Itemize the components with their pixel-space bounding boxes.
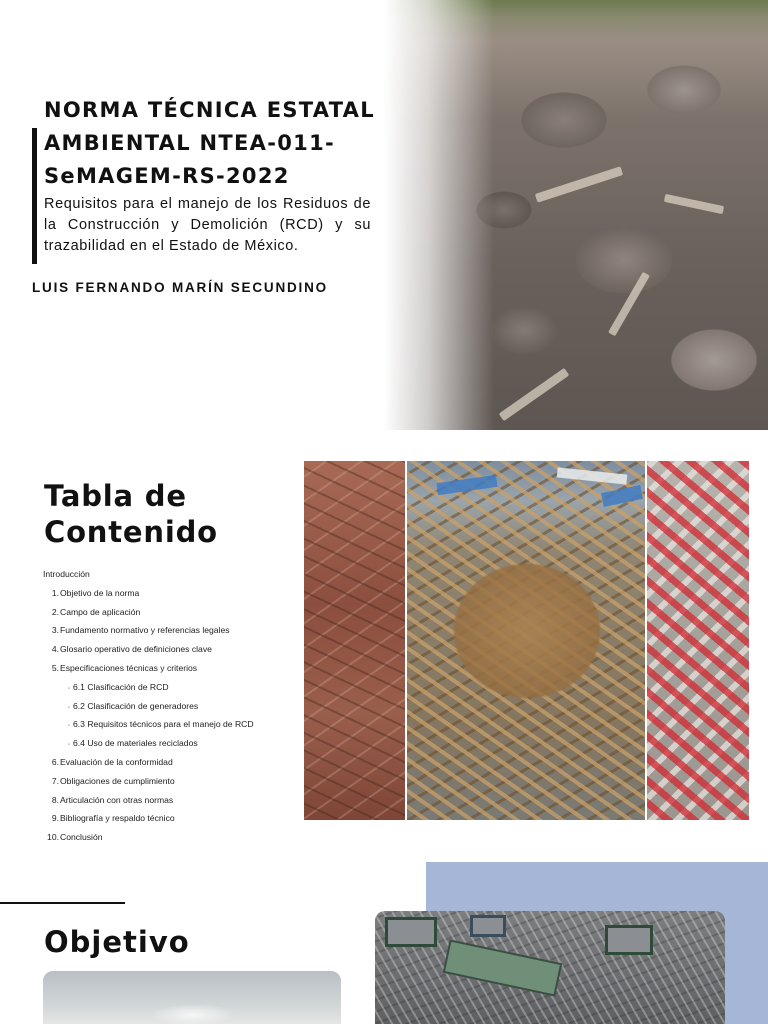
toc-item-label: Introducción [43,569,90,579]
toc-item-number: 6. [51,756,59,767]
section-divider [0,902,125,904]
toc-item-label: Conclusión [60,832,103,843]
toc-item-label: 6.1 Clasificación de RCD [73,681,169,692]
photo-recycling-yard-aerial [375,911,725,1024]
toc-item-number: 10. [47,832,59,843]
document-subtitle: Requisitos para el manejo de los Residuos de la Construcción y Demolición (RCD) y su trazabilidad en el Estado de México. [44,196,371,254]
toc-list [43,568,293,850]
cover-photo-construction-debris [384,0,768,430]
toc-item[interactable] [43,756,293,775]
author-name: LUIS FERNANDO MARÍN SECUNDINO [32,280,328,295]
toc-item-number: 4. [51,644,59,655]
toc-item[interactable] [43,737,293,756]
toc-item[interactable] [43,812,293,831]
toc-item[interactable] [43,662,293,681]
title-accent-bar [32,128,37,264]
objective-heading: Objetivo [44,925,190,959]
toc-item-label: 6.2 Clasificación de generadores [73,700,199,711]
toc-item-number: ◦ [67,704,70,711]
photo-brick-rubble [304,461,405,820]
toc-item-label: Articulación con otras normas [60,794,174,805]
photo-cement-bags [647,461,749,820]
toc-item-number: ◦ [67,685,70,692]
toc-item-label: Glosario operativo de definiciones clave [60,644,212,655]
toc-item[interactable] [43,775,293,794]
toc-item[interactable] [43,700,293,719]
toc-item-label: Objetivo de la norma [60,587,140,598]
toc-item-label: Fundamento normativo y referencias legales [60,625,230,636]
toc-item-number: ◦ [67,723,70,730]
toc-item-number: 8. [51,794,59,805]
toc-heading: Tabla de Contenido [44,479,218,549]
photo-wood-pallet-pile [407,461,645,820]
document-title: NORMA TÉCNICA ESTATAL AMBIENTAL NTEA-011-SeMAGEM-RS-2022 [44,98,375,188]
toc-item-number: 3. [51,625,59,636]
toc-item-number: ◦ [67,742,70,749]
toc-item-label: Obligaciones de cumplimiento [60,775,175,786]
toc-item-number: 5. [51,662,59,673]
toc-item-number: 9. [51,813,59,824]
toc-item-number: 7. [51,775,59,786]
toc-item[interactable] [43,643,293,662]
toc-item-label: Campo de aplicación [60,606,141,617]
toc-item[interactable] [43,831,293,850]
toc-item-label: 6.3 Requisitos técnicos para el manejo de RCD [73,719,254,730]
toc-item[interactable] [43,718,293,737]
photo-sky-landscape [43,971,341,1024]
toc-item-label: 6.4 Uso de materiales reciclados [73,738,198,749]
toc-item-number: 1. [51,587,59,598]
toc-item-label: Evaluación de la conformidad [60,756,173,767]
toc-item[interactable] [43,587,293,606]
toc-item[interactable] [43,624,293,643]
toc-item-number: 2. [51,606,59,617]
toc-item[interactable] [43,794,293,813]
toc-item[interactable] [43,568,293,587]
toc-item-label: Especificaciones técnicas y criterios [60,662,198,673]
toc-item[interactable] [43,606,293,625]
toc-item[interactable] [43,681,293,700]
toc-item-label: Bibliografía y respaldo técnico [60,813,175,824]
